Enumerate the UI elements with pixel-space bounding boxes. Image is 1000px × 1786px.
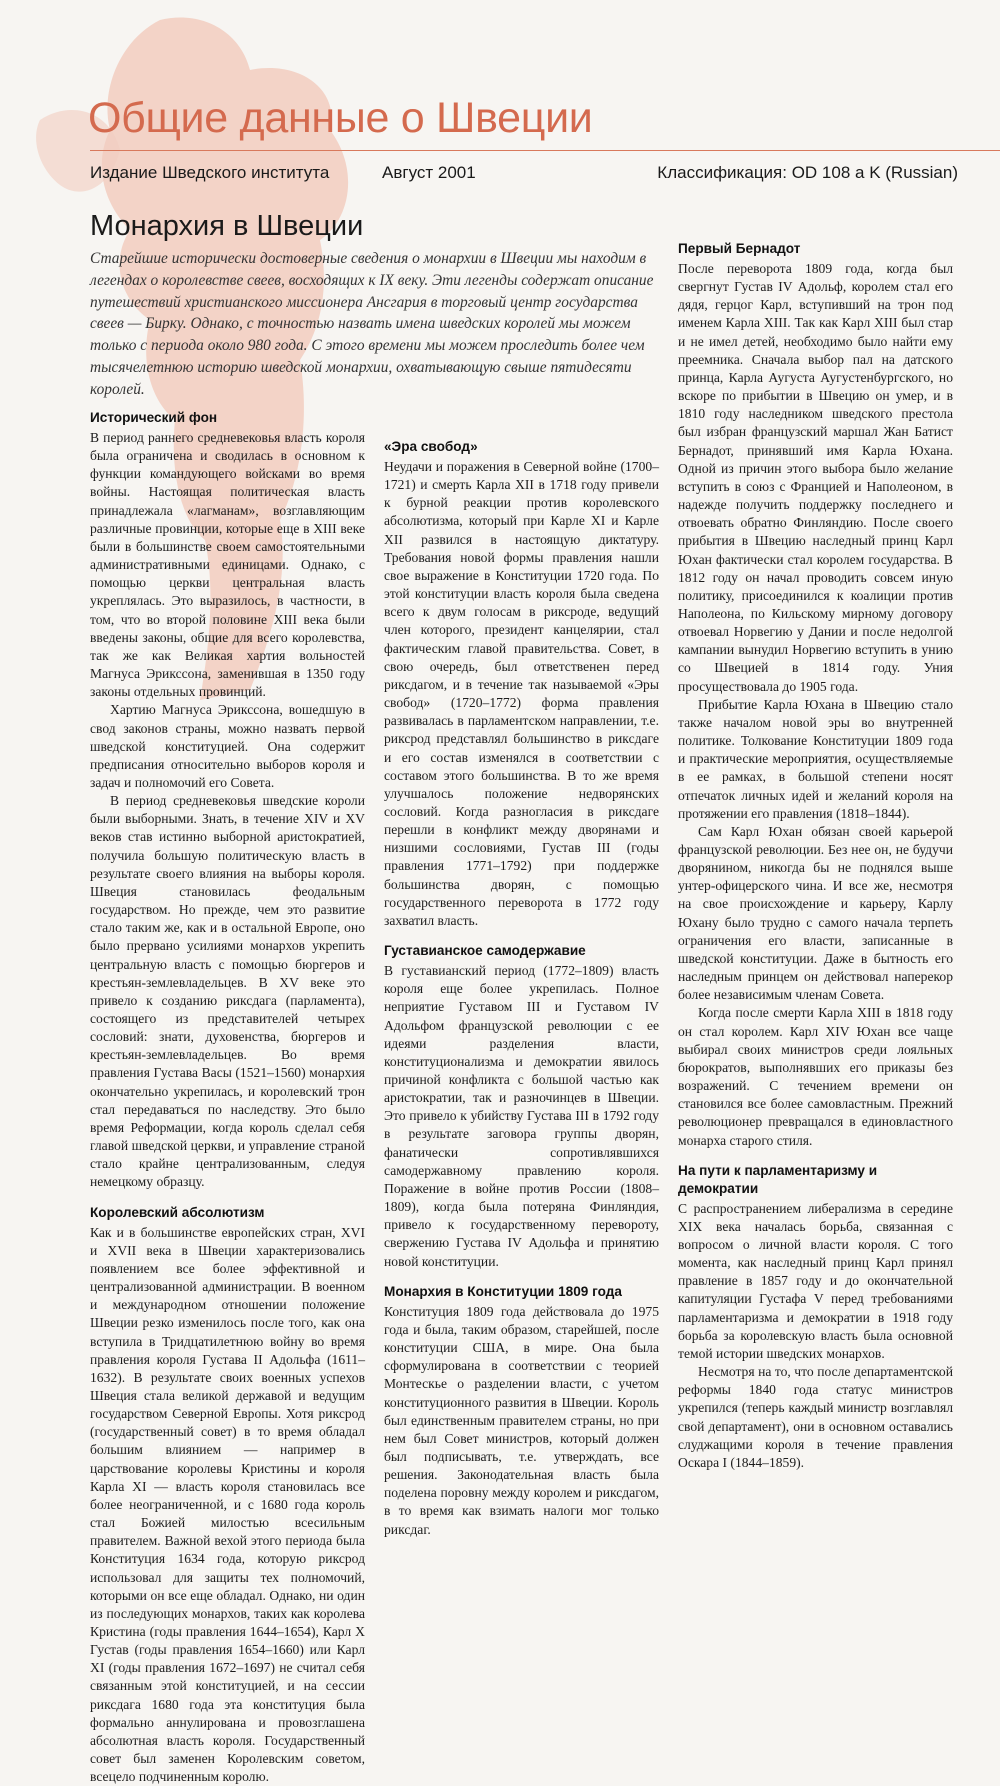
paragraph: В густавианский период (1772–1809) власть короля еще более укрепилась. Полное неприятие Густавом III и Густавом IV Адольфом французской революции с ее идеями разделения власти, конституционализма и демократии явилось причиной конфликта с большой частью как аристократии, так и разночинцев в Швеции. Это привело к убийству Густава III в 1792 году в результате заговора группы дворян, фанатически сопротивлявшихся самодержавному правлению короля. Поражение в войне против России (1808–1809), когда была потеряна Финляндия, привело к государственному перевороту, свержению Густава IV Адольфа и принятию новой конституции. bbox=[384, 963, 659, 1269]
section-heading: «Эра свобод» bbox=[384, 439, 478, 454]
paragraph: Как и в большинстве европейских стран, XVI и XVII века в Швеции характеризовались появлением все более эффективной и централизованной администрации. В военном и международном отношении положение Швеции резко изменилось после того, как она вступила в Тридцатилетнюю войну во время правления короля Густава II Адольфа (1611–1632). В результате своих военных успехов Швеция стала великой державой и ведущим государством Северной Европы. Хотя риксрод (государственный совет) в то время обладал большим влиянием — например в царствование королевы Кристины и короля Карла XI — власть короля становилась все более неограниченной, и с 1680 года король стал Божией милостью всесильным правителем. Важной вехой этого периода была Конституция 1634 года, которую риксрод использовал для защиты тех полномочий, которыми он все еще обладал. Однако, ни один из последующих монархов, таких как королева Кристина (годы правления 1644–1654), Карл X Густав (годы правления 1654–1660) или Карл XI (годы правления 1672–1697) не считал себя связанным этой конституцией, и на сессии риксдага 1680 года эта конституция была формально аннулирована и провозглашена абсолютная власть короля. Государственный совет был заменен Королевским советом, всецело подчиненным королю. bbox=[90, 1224, 365, 1785]
text-column-1 bbox=[90, 409, 365, 1786]
paragraph: Несмотря на то, что после департаментской реформы 1840 года статус министров укрепился (теперь каждый министр возглавлял свой департамент), они в основном оставались слуджащими короля в течение правления Оскара I (1844–1859). bbox=[678, 1364, 953, 1470]
section-heading: Королевский абсолютизм bbox=[90, 1204, 265, 1220]
classification-label: Классификация: OD 108 a K (Russian) bbox=[657, 163, 958, 182]
text-column-2 bbox=[384, 438, 659, 1539]
section-heading: Густавианское самодержавие bbox=[384, 943, 586, 959]
section-heading: Первый Бернадот bbox=[678, 241, 801, 256]
article-lead: Старейшие исторически достоверные сведения о монархии в Швеции мы находим в легендах о королевстве свеев, восходящих к IX веку. Эти легенды содержат описание путешествий христианского миссионера Ансгария в торговый центр государства свеев — Бирку. Однако, с точностью назвать имена шведских королей мы можем только с периода около 980 года. С этого времени мы можем проследить более чем тысячелетнюю историю шведской монархии, охватывающую свыше пятидесяти королей. bbox=[90, 250, 654, 398]
paragraph: Хартию Магнуса Эрикссона, вошедшую в свод законов страны, можно назвать первой шведской конституцией. Она содержит предписания относительно выборов короля и задач и полномочий его Совета. bbox=[90, 702, 365, 790]
text-column-3 bbox=[678, 228, 953, 1472]
section-heading: Монархия в Конституции 1809 года bbox=[384, 1283, 622, 1299]
header-divider bbox=[90, 150, 1000, 151]
paragraph: Неудачи и поражения в Северной войне (1700–1721) и смерть Карла XII в 1718 году привели к бурной реакции против королевского абсолютизма, который при Карле XI и Карле XII развился в настоящую диктатуру. Требования новой формы правления нашли свое выражение в Конституции 1720 года. По этой конституции власть короля была сведена всего к двум голосам в риксроде, ведущий член которого, президент канцелярии, стал фактическим главой правительства. Совет, в свою очередь, был ответственен перед риксдагом, и в течение так называемой «Эры свобод» (1720–1772) форма правления развивалась в парламентском направлении, т.е. риксрод представлял большинство в риксдаге и его состав изменялся в соответствии с составом этого большинства. В то же время улучшалось положение недворянских сословий. Когда разногласия в риксдаге перешли в конфликт между дворянами и низшими сословиями, Густав III (годы правления 1771–1792) при поддержке большинства дворян, с помощью государственного переворота в 1772 году захватил власть. bbox=[384, 459, 659, 928]
paragraph: Прибытие Карла Юхана в Швецию стало также началом новой эры во внутренней политике. Толкование Конституции 1809 года и практические мероприятия, осуществляемые в ее рамках, в большой степени носят отпечаток личных идей и желаний короля на протяжении его правления (1818–1844). bbox=[678, 696, 953, 821]
paragraph: Сам Карл Юхан обязан своей карьерой французской революции. Без нее он, не будучи дворянином, никогда бы не поднялся выше унтер-офицерского чина. И все же, несмотря на свое происхождение и карьеру, Карлу Юхану было трудно с самого начала терпеть ограничения его власти, записанные в шведской конституции. Даже в бытность его наследным принцем он действовал наперекор более независимым членам Совета. bbox=[678, 823, 953, 1003]
paragraph: В период средневековья шведские короли были выборными. Знать, в течение XIV и XV веков став истинно выборной аристократией, получила большую политическую власть в результате своего влияния на выборы короля. Швеция становилась феодальным государством. Но прежде, чем это развитие стало таким же, как и в остальной Европе, оно было прервано усилиями монархов укрепить центральную власть с помощью бюргеров и крестьян-землевладельцев. В XV веке это привело к созданию риксдага (парламента), состоящего из представителей четырех сословий: знати, духовенства, бюргеров и крестьян-землевладельцев. Во время правления Густава Васы (1521–1560) монархия окончательно укрепилась, и королевский трон стал передаваться по наследству. Это было время Реформации, когда король сделал себя главой шведской церкви, и управление страной стало крайне централизованным, следуя немецкому образцу. bbox=[90, 793, 365, 1190]
paragraph: Когда после смерти Карла XIII в 1818 году он стал королем. Карл XIV Юхан все чаще выбирал своих министров среди лояльных бюрократов, выполнявших его приказы без возражений. С течением времени он становился все более самовластным. Прежний революционер превращался в единовластного монарха старого стиля. bbox=[678, 1005, 953, 1148]
section-heading: На пути к парламентаризму и демократии bbox=[678, 1162, 878, 1196]
section-heading: Исторический фон bbox=[90, 410, 218, 425]
paragraph: После переворота 1809 года, когда был свергнут Густав IV Адольф, королем стал его дядя, герцог Карл, вступивший на трон под именем Карла XIII. Так как Карл XIII был стар и не имел детей, необходимо было найти ему преемника. Сначала выбор пал на датского принца, Карла Аугуста Аугустенбургского, но вскоре по прибытии в Швецию он умер, и в 1810 году наследником шведского престола был избран французский маршал Жан Батист Бернадот, принявший имя Карла Юхана. Одной из причин этого выбора было желание вступить в союз с Францией и Наполеоном, в надежде получить поддержку последнего и отвоевать обратно Финляндию. После своего прибытия в Швецию наследный принц Карл Юхан фактически стал королем государства. В 1812 году он начал проводить совсем иную политику, присоединился к коалиции против Наполеона, по Кильскому мирному договору отвоевал Норвегию у Дании и после недолгой кампании вынудил Норвегию вступить в унию со Швецией в 1814 году. Уния просуществовала до 1905 года. bbox=[678, 261, 953, 694]
page-title: Общие данные о Швеции bbox=[88, 94, 593, 142]
paragraph: Конституция 1809 года действовала до 1975 года и была, таким образом, старейшей, после конституции США, в мире. Она была сформулирована в соответствии с теорией Монтескье о разделении власти, с учетом конституционного развития в Швеции. Король был единственным правителем страны, но при нем был Совет министров, который должен был подписывать, т.е. утверждать, все решения. Законодательная власть была поделена поровну между королем и риксдагом, в то время как взимать налоги мог только риксдаг. bbox=[384, 1303, 659, 1537]
publisher-label: Издание Шведского института bbox=[90, 163, 330, 182]
paragraph: В период раннего средневековья власть короля была ограничена и сводилась в основном к функции командующего войсками во время войны. Настоящая политическая власть принадлежала «лагманам», возглавляющим различные провинции, которые еще в XIII веке были в большинстве своем самостоятельными административными единицами. Однако, с помощью церкви центральная власть укреплялась. Это выразилось, в частности, в том, что во второй половине XIII века были введены законы, общие для всего королевства, так же как Великая хартия вольностей Магнуса Эрикссона, заменившая в 1350 году законы отдельных провинций. bbox=[90, 430, 365, 700]
article-title: Монархия в Швеции bbox=[90, 210, 364, 242]
publication-date: Август 2001 bbox=[382, 163, 476, 182]
paragraph: С распространением либерализма в середине XIX века началась борьба, связанная с вопросом о личной власти короля. С того момента, как наследный принц Карл принял правление в 1857 году и до окончательной капитуляции Густафа V перед требованиями парламентаризма и демократии в 1918 году борьба за королевскую власть была основной темой истории шведских монархов. bbox=[678, 1200, 953, 1361]
